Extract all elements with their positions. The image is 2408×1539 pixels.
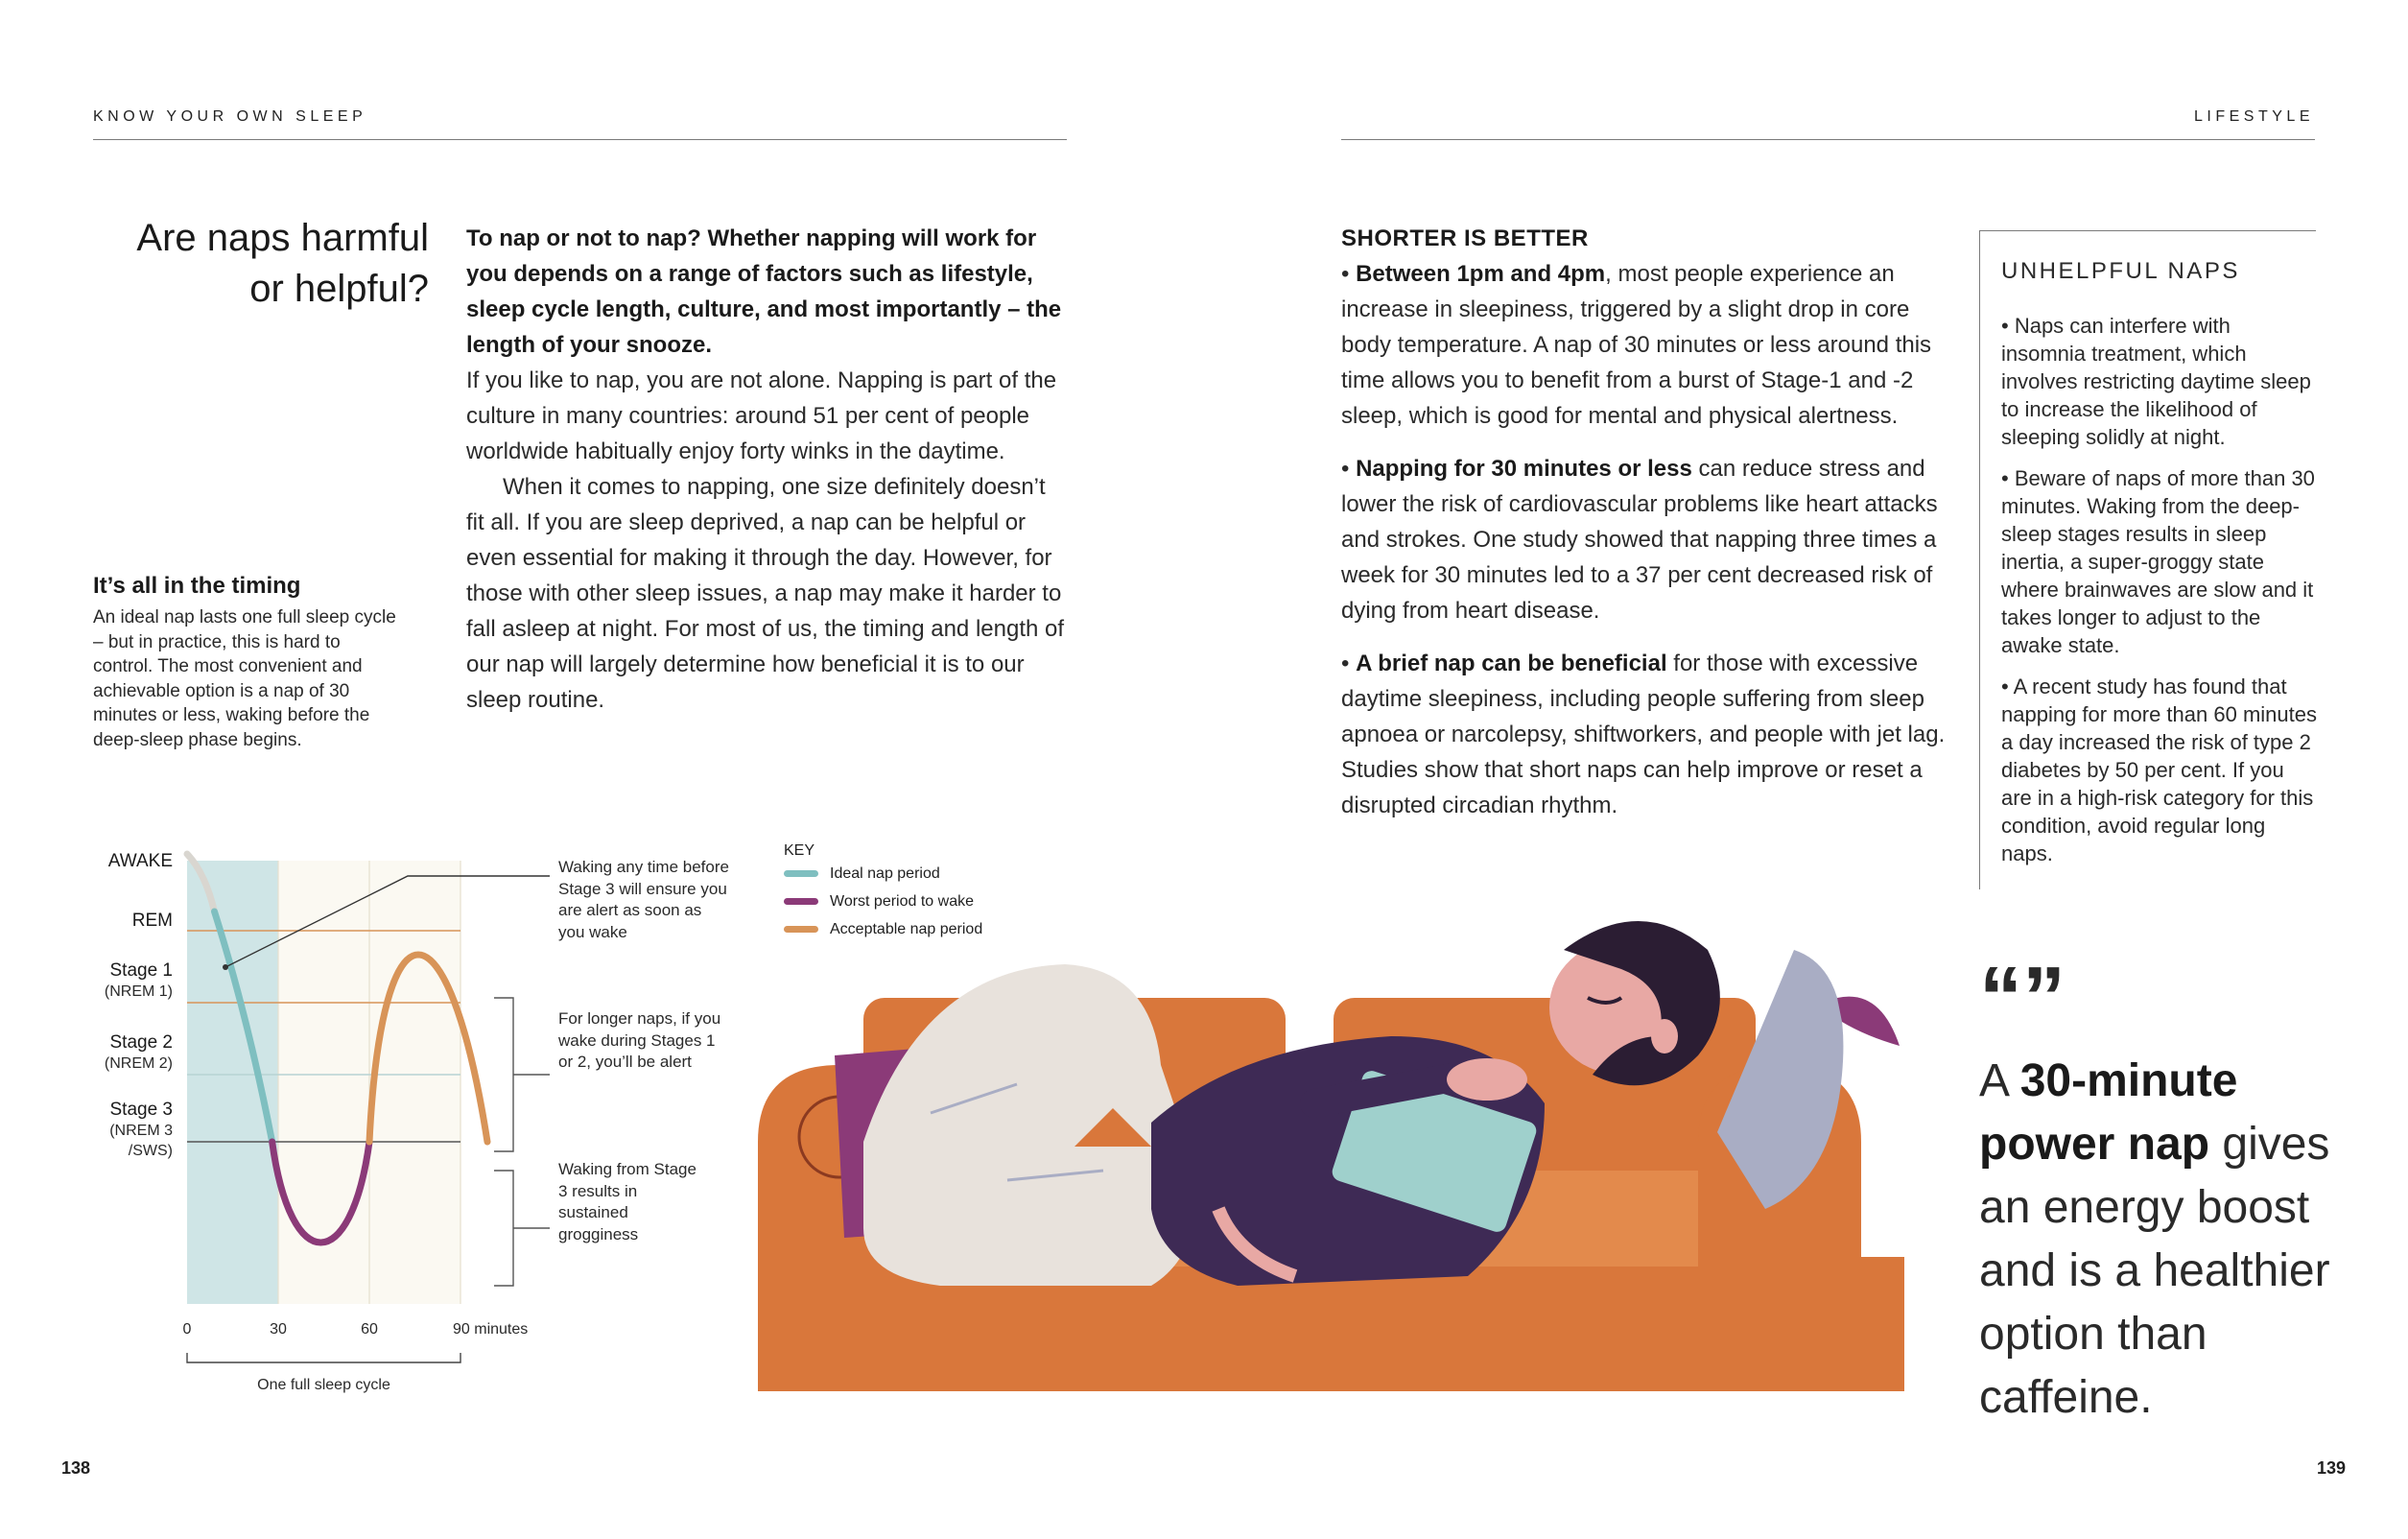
annotation-before-stage3: Waking any time before Stage 3 will ensure you are alert as soon as you wake (558, 858, 729, 941)
key-label-acceptable: Acceptable nap period (830, 920, 983, 937)
box-item-2: • Beware of naps of more than 30 minutes. Waking from the deep-sleep stages results in sleep inertia, a super-groggy state where brainwaves are slow and it takes longer to adjust to the awake state. (2001, 466, 2315, 657)
bullet-1-bold: Between 1pm and 4pm (1356, 261, 1606, 287)
y-label-3: Stage 2 (109, 1032, 173, 1053)
page-title-line2: or helpful? (249, 268, 429, 310)
running-header-left: KNOW YOUR OWN SLEEP (93, 108, 367, 125)
bullet-2: • Napping for 30 minutes or less can reduce stress and lower the risk of cardiovascular problems like heart attacks and strokes. One study showed that napping three times a week for 30 minutes led to a 37 per cent decreased risk of dying from heart disease. (1341, 456, 1938, 624)
quote-bold: 30-minute power nap (1979, 1055, 2238, 1170)
pull-quote (1979, 950, 2344, 1430)
napping-man-illustration (700, 892, 1967, 1410)
shorter-is-better-section (1341, 221, 1946, 841)
section-heading: SHORTER IS BETTER (1341, 225, 1589, 251)
bullet-3: • A brief nap can be beneficial for those with excessive daytime sleepiness, including people suffering from sleep apnoea or narcolepsy, shiftworkers, and people with jet lag. Studies show that short naps can help improve or reset a disrupted circadian rhythm. (1341, 651, 1946, 818)
quote-prefix: A (1979, 1055, 2020, 1106)
page-title-line1: Are naps harmful (136, 217, 429, 259)
y-sublabel-2-0: (NREM 1) (104, 983, 173, 1000)
y-sublabel-4-1: /SWS) (128, 1143, 173, 1159)
page-number-right: 139 (2317, 1458, 2347, 1478)
y-label-0: AWAKE (107, 851, 173, 871)
box-item-2-text: Beware of naps of more than 30 minutes. Waking from the deep-sleep stages results in sleep inertia, a super-groggy state where brainwaves are slow and it takes longer to adjust to the awake state. (2001, 466, 2315, 657)
key-swatch-ideal (784, 870, 818, 877)
annotation-pointer-dot (223, 964, 228, 970)
quote-mark-icon: “” (1979, 950, 2066, 1046)
annotation-bracket-stage-3 (494, 1171, 513, 1286)
header-rule-left (93, 139, 1067, 140)
key-label-ideal: Ideal nap period (830, 864, 940, 882)
y-label-1: REM (131, 911, 173, 931)
box-item-3: • A recent study has found that napping for more than 60 minutes a day increased the risk of type 2 diabetes by 50 per cent. If you are in a high-risk category for this condition, avoid regular long naps. (2001, 675, 2317, 865)
bullet-1: • Between 1pm and 4pm, most people experience an increase in sleepiness, triggered by a slight drop in core body temperature. A nap of 30 minutes or less around this time allows you to benefit from a burst of Stage-1 and -2 sleep, which is good for mental and physical alertness. (1341, 261, 1932, 429)
annotation-longer-naps: For longer naps, if you wake during Stages 1 or 2, you’ll be alert (558, 1009, 721, 1071)
quote-rest: gives an energy boost and is a healthier option than caffeine. (1979, 1119, 2330, 1423)
x-tick-1: 30 (270, 1321, 287, 1338)
quote-text (1979, 1050, 2344, 1430)
bullet-1-text: , most people experience an increase in sleepiness, triggered by a slight drop in core body temperature. A nap of 30 minutes or less around this time allows you to benefit from a burst of Stage-1 and -2 sleep, which is good for mental and physical alertness. (1341, 261, 1932, 429)
key-label-worst: Worst period to wake (830, 892, 974, 910)
y-label-4: Stage 3 (109, 1100, 173, 1120)
box-items (2001, 312, 2318, 867)
annotation-stage3-grogginess: Waking from Stage 3 results in sustained grogginess (558, 1160, 696, 1243)
chart-x-axis (183, 1321, 529, 1393)
body-text (466, 363, 1066, 718)
box-item-3-text: A recent study has found that napping for more than 60 minutes a day increased the risk of type 2 diabetes by 50 per cent. If you are in a high-risk category for this condition, avoid regular long naps. (2001, 675, 2317, 865)
key-heading: KEY (784, 842, 815, 859)
key-item-ideal (784, 860, 982, 888)
intro-column (466, 221, 1066, 718)
x-axis-label: One full sleep cycle (257, 1377, 390, 1393)
sidebar-heading: It’s all in the timing (93, 573, 301, 599)
page-title (93, 213, 429, 315)
box-item-1: • Naps can interfere with insomnia treatment, which involves restricting daytime sleep to increase the likelihood of sleeping solidly at night. (2001, 314, 2311, 449)
ear (1651, 1019, 1678, 1054)
annotation-bracket-stages-1-2 (494, 998, 513, 1151)
y-sublabel-4-0: (NREM 3 (109, 1123, 173, 1139)
bullet-3-bold: A brief nap can be beneficial (1356, 651, 1667, 676)
timing-sidebar (93, 573, 398, 752)
x-cycle-bracket (187, 1353, 460, 1362)
body-paragraph-2: When it comes to napping, one size definitely doesn’t fit all. If you are sleep deprived, a nap can be helpful or even essential for making it through the day. However, for those with other sleep issues, a nap may make it harder to fall asleep at night. For most of us, the timing and length of our nap will largely determine how beneficial it is to our sleep routine. (466, 474, 1065, 713)
bullet-3-text: for those with excessive daytime sleepiness, including people suffering from sleep apnoea or narcolepsy, shiftworkers, and people with jet lag. Studies show that short naps can help improve or reset a disrupted circadian rhythm. (1341, 651, 1946, 818)
x-tick-3: 90 minutes (453, 1321, 529, 1338)
box-title: UNHELPFUL NAPS (2001, 258, 2240, 284)
y-sublabel-3-0: (NREM 2) (104, 1055, 173, 1072)
sidebar-text: An ideal nap lasts one full sleep cycle – but in practice, this is hard to control. The most convenient and achievable option is a nap of 30 minutes or less, waking before the deep-sleep phase begins. (93, 607, 396, 750)
box-item-1-text: Naps can interfere with insomnia treatment, which involves restricting daytime sleep to increase the likelihood of sleeping solidly at night. (2001, 314, 2311, 449)
lead-paragraph: To nap or not to nap? Whether napping will work for you depends on a range of factors such as lifestyle, sleep cycle length, culture, and most importantly – the length of your snooze. (466, 225, 1062, 358)
header-rule-right (1341, 139, 2315, 140)
body-paragraph-1: If you like to nap, you are not alone. Napping is part of the culture in many countries: around 51 per cent of people worldwide habitually enjoy forty winks in the daytime. (466, 367, 1057, 464)
y-label-2: Stage 1 (109, 960, 173, 981)
chart-y-labels (105, 851, 173, 1159)
bullet-2-bold: Napping for 30 minutes or less (1356, 456, 1692, 482)
page-number-left: 138 (61, 1458, 91, 1478)
x-tick-2: 60 (361, 1321, 378, 1338)
unhelpful-naps-box (1979, 230, 2316, 889)
hand-right (1447, 1058, 1527, 1101)
running-header-right: LIFESTYLE (2194, 108, 2314, 125)
x-tick-0: 0 (182, 1321, 192, 1338)
ideal-nap-shade (187, 861, 278, 1304)
pillow-tassel (1837, 997, 1900, 1046)
bullet-2-text: can reduce stress and lower the risk of cardiovascular problems like heart attacks and strokes. One study showed that napping three times a week for 30 minutes led to a 37 per cent decreased risk of dying from heart disease. (1341, 456, 1938, 624)
